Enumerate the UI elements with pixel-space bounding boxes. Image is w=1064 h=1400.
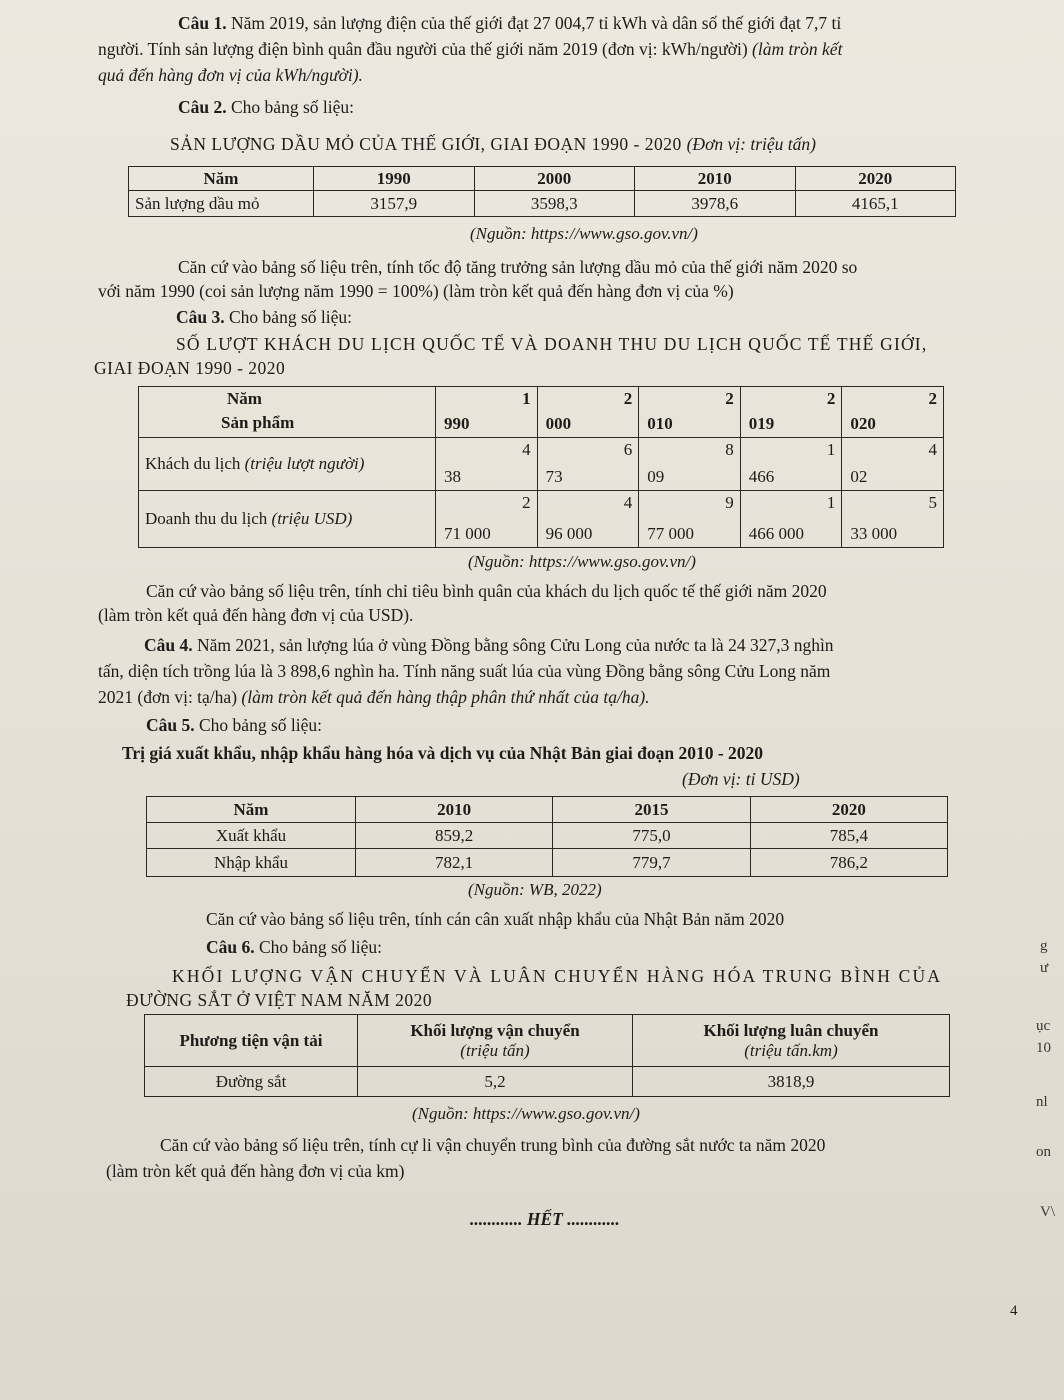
q3-intro: Câu 3. Cho bảng số liệu:: [176, 307, 352, 327]
table-row: [139, 438, 944, 491]
row-label: Khách du lịch (triệu lượt người): [139, 438, 436, 491]
table-header-row: [139, 387, 944, 438]
edge-mark: 10: [1036, 1040, 1051, 1056]
edge-mark: g: [1040, 938, 1048, 954]
q1-line2: người. Tính sản lượng điện bình quân đầu người của thế giới năm 2019 (đơn vị: kWh/người) (làm tròn kết: [98, 39, 843, 59]
q2-intro: Câu 2. Cho bảng số liệu:: [178, 97, 354, 117]
q6-title-a: KHỐI LƯỢNG VẬN CHUYỂN VÀ LUÂN CHUYỂN HÀNG HÓA TRUNG BÌNH CỦA: [172, 966, 943, 986]
data-cell: 4 96 000: [537, 491, 639, 548]
year-cell: 2 000: [537, 387, 639, 438]
q6-table: [144, 1014, 950, 1097]
row-label: Doanh thu du lịch (triệu USD): [139, 491, 436, 548]
edge-mark: ư: [1040, 960, 1049, 976]
q1-label: Câu 1.: [178, 13, 227, 33]
year-cell: 2 010: [639, 387, 741, 438]
table-header-row: Năm 2010 2015 2020: [147, 797, 948, 823]
q1-line3: quả đến hàng đơn vị của kWh/người).: [98, 65, 363, 85]
q5-title: Trị giá xuất khẩu, nhập khẩu hàng hóa và dịch vụ của Nhật Bản giai đoạn 2010 - 2020: [122, 743, 764, 763]
table-row: [139, 491, 944, 548]
data-cell: 6 73: [537, 438, 639, 491]
q5-source: (Nguồn: WB, 2022): [468, 880, 602, 899]
q6-text1: Căn cứ vào bảng số liệu trên, tính cự li vận chuyển trung bình của đường sắt nước ta năm 2020: [160, 1135, 826, 1155]
end-marker: ............ HẾT ............: [470, 1209, 620, 1229]
q3-text1: Căn cứ vào bảng số liệu trên, tính chỉ tiêu bình quân của khách du lịch quốc tế thế giới năm 2020: [146, 581, 827, 601]
q3-title-b: GIAI ĐOẠN 1990 - 2020: [94, 358, 286, 378]
table-header-row: Năm 1990 2000 2010 2020: [129, 167, 956, 191]
table-row: Nhập khẩu 782,1 779,7 786,2: [147, 849, 948, 877]
q5-intro: Câu 5. Cho bảng số liệu:: [146, 715, 322, 735]
data-cell: 1 466 000: [740, 491, 842, 548]
page-number: 4: [1010, 1303, 1018, 1319]
table-row: Sản lượng dầu mỏ 3157,9 3598,3 3978,6 4165,1: [129, 191, 956, 217]
q2-table: [128, 166, 956, 217]
q2-text2: với năm 1990 (coi sản lượng năm 1990 = 100%) (làm tròn kết quả đến hàng đơn vị của %): [98, 281, 734, 301]
q3-source: (Nguồn: https://www.gso.gov.vn/): [468, 552, 696, 571]
h1-cell: Khối lượng vận chuyển (triệu tấn): [358, 1015, 633, 1067]
q4-line1: Câu 4. Năm 2021, sản lượng lúa ở vùng Đồng bằng sông Cửu Long của nước ta là 24 327,3 nghìn: [144, 635, 834, 655]
q4-line3: 2021 (đơn vị: tạ/ha) (làm tròn kết quả đến hàng thập phân thứ nhất của tạ/ha).: [98, 687, 650, 707]
edge-mark: ục: [1036, 1018, 1051, 1034]
q3-title-a: SỐ LƯỢT KHÁCH DU LỊCH QUỐC TẾ VÀ DOANH THU DU LỊCH QUỐC TẾ THẾ GIỚI,: [176, 334, 928, 354]
q6-title-b: ĐƯỜNG SẮT Ở VIỆT NAM NĂM 2020: [126, 990, 433, 1010]
year-cell: 2 020: [842, 387, 944, 438]
data-cell: 4 38: [436, 438, 538, 491]
edge-mark: on: [1036, 1144, 1051, 1160]
year-cell: 2 019: [740, 387, 842, 438]
data-cell: 1 466: [740, 438, 842, 491]
edge-mark: V\: [1040, 1204, 1055, 1220]
q1-line1: Câu 1. Năm 2019, sản lượng điện của thế giới đạt 27 004,7 tỉ kWh và dân số thế giới đạt 7,7 tỉ: [178, 13, 842, 33]
corner-cell: Năm Sản phẩm: [139, 387, 436, 438]
q5-text1: Căn cứ vào bảng số liệu trên, tính cán cân xuất nhập khẩu của Nhật Bản năm 2020: [206, 909, 785, 929]
year-cell: 1 990: [436, 387, 538, 438]
q5-unit: (Đơn vị: tỉ USD): [682, 769, 800, 789]
q2-title: SẢN LƯỢNG DẦU MỎ CỦA THẾ GIỚI, GIAI ĐOẠN 1990 - 2020 (Đơn vị: triệu tấn): [170, 134, 816, 154]
q3-text2: (làm tròn kết quả đến hàng đơn vị của USD).: [98, 605, 414, 625]
q6-source: (Nguồn: https://www.gso.gov.vn/): [412, 1104, 640, 1123]
q2-source: (Nguồn: https://www.gso.gov.vn/): [470, 224, 698, 243]
h2-cell: Khối lượng luân chuyển (triệu tấn.km): [633, 1015, 950, 1067]
q2-text1: Căn cứ vào bảng số liệu trên, tính tốc độ tăng trưởng sản lượng dầu mỏ của thế giới năm 2020 so: [178, 257, 858, 277]
data-cell: 4 02: [842, 438, 944, 491]
q4-line2: tấn, diện tích trồng lúa là 3 898,6 nghìn ha. Tính năng suất lúa của vùng Đồng bằng sông Cửu Long năm: [98, 661, 831, 681]
edge-mark: nl: [1036, 1094, 1048, 1110]
data-cell: 5 33 000: [842, 491, 944, 548]
data-cell: 9 77 000: [639, 491, 741, 548]
q6-text2: (làm tròn kết quả đến hàng đơn vị của km): [106, 1161, 405, 1181]
data-cell: 8 09: [639, 438, 741, 491]
table-row: Đường sắt 5,2 3818,9: [145, 1067, 950, 1097]
table-row: Xuất khẩu 859,2 775,0 785,4: [147, 823, 948, 849]
q3-table: [138, 386, 944, 548]
q5-table: [146, 796, 948, 877]
data-cell: 2 71 000: [436, 491, 538, 548]
table-header-row: Phương tiện vận tải Khối lượng vận chuyển (triệu tấn) Khối lượng luân chuyển (triệu tấn.km): [145, 1015, 950, 1067]
q6-intro: Câu 6. Cho bảng số liệu:: [206, 937, 382, 957]
